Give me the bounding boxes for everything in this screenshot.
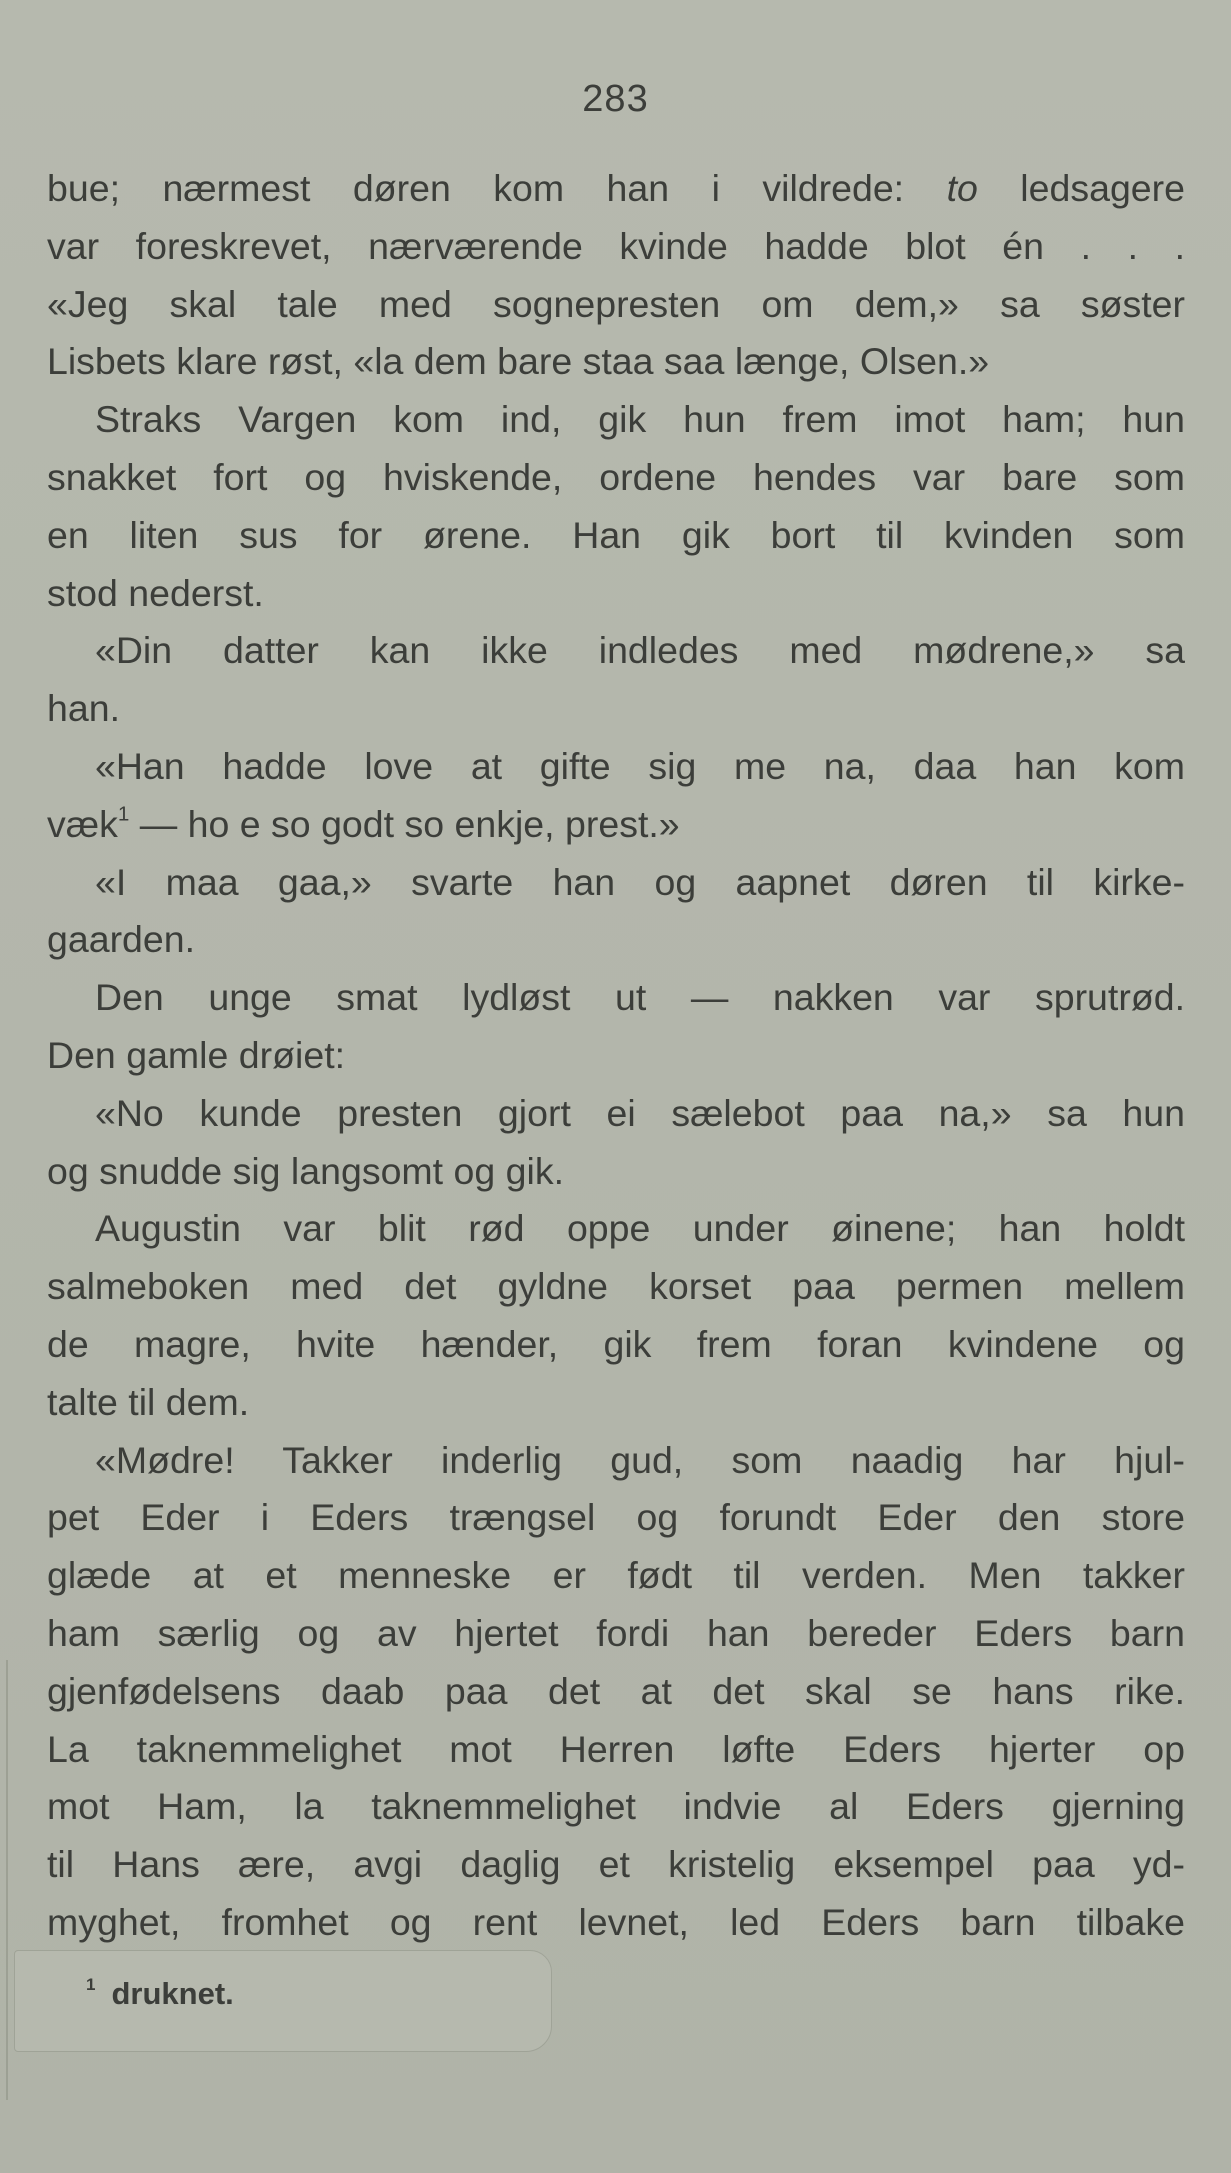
text-line [47,1085,1185,1143]
text-line [47,160,1185,218]
line-text: «Din datter kan ikke indledes med mødrene,» sa [95,629,1185,672]
text-line [47,854,1185,912]
line-text: og snudde sig langsomt og gik. [47,1149,564,1192]
line-text: mot Ham, la taknemmelighet indvie al Eders gjerning [47,1785,1185,1828]
line-text: La taknemmelighet mot Herren løfte Eders hjerter op [47,1727,1185,1770]
page-edge-mark [6,1660,8,2100]
line-text: pet Eder i Eders trængsel og forundt Eder den store [47,1496,1185,1539]
body-text [47,160,1185,1952]
text-line [47,1489,1185,1547]
line-text: «Jeg skal tale med sognepresten om dem,» sa søster [47,282,1185,325]
line-text-continued: ledsagere [977,167,1186,209]
text-line [47,680,1185,738]
line-text: gaarden. [47,918,196,961]
text-line [47,1663,1185,1721]
line-text: snakket fort og hviskende, ordene hendes var bare som [47,455,1185,498]
line-text: «I maa gaa,» svarte han og aapnet døren til kirke- [95,860,1185,903]
line-text: Straks Vargen kom ind, gik hun frem imot ham; hun [95,398,1185,441]
footnote-reference: 1 [117,802,130,826]
text-line [47,565,1185,623]
text-line [47,796,1185,854]
text-line [47,276,1185,334]
line-text: Augustin var blit rød oppe under øinene; han holdt [95,1207,1185,1250]
line-text: var foreskrevet, nærværende kvinde hadde blot én . . . [47,224,1185,267]
line-text: Lisbets klare røst, «la dem bare staa saa længe, Olsen.» [47,340,990,383]
text-line [47,333,1185,391]
footnote-marker: 1 [86,1975,96,1995]
page-number: 283 [582,78,649,120]
text-line [47,1432,1185,1490]
line-text: en liten sus for ørene. Han gik bort til kvinden som [47,513,1185,556]
text-line [47,1200,1185,1258]
line-text: til Hans ære, avgi daglig et kristelig eksempel paa yd- [47,1843,1185,1886]
footnote-text: druknet. [111,1976,234,2011]
line-text: Den unge smat lydløst ut — nakken var sprutrød. [95,976,1185,1019]
text-line [47,1258,1185,1316]
text-line [47,1778,1185,1836]
text-line [47,1374,1185,1432]
text-line [47,1027,1185,1085]
emphasis-text: to [946,167,978,209]
line-text: Den gamle drøiet: [47,1033,346,1076]
text-line [47,1143,1185,1201]
line-text: ham særlig og av hjertet fordi han bereder Eders barn [47,1611,1185,1654]
line-text: gjenfødelsens daab paa det at det skal se hans rike. [47,1669,1185,1712]
text-line [47,1721,1185,1779]
line-text: han. [47,687,120,730]
line-text: bue; nærmest døren kom han i vildrede: [47,167,947,209]
line-text: væk [47,802,118,845]
footnote [86,1976,234,2012]
text-line [47,1547,1185,1605]
text-line [47,1316,1185,1374]
line-text: stod nederst. [47,571,264,614]
line-text: glæde at et menneske er født til verden. Men takker [47,1554,1185,1597]
line-text: de magre, hvite hænder, gik frem foran kvindene og [47,1322,1185,1365]
text-line [47,738,1185,796]
line-text-continued: — ho e so godt so enkje, prest.» [129,802,680,845]
text-line [47,507,1185,565]
line-text: salmeboken med det gyldne korset paa permen mellem [47,1265,1185,1308]
text-line [47,1605,1185,1663]
line-text: «No kunde presten gjort ei sælebot paa na,» sa hun [95,1091,1185,1134]
text-line [47,449,1185,507]
text-line [47,1894,1185,1952]
text-line [47,969,1185,1027]
line-text: talte til dem. [47,1380,250,1423]
text-line [47,391,1185,449]
line-text: «Mødre! Takker inderlig gud, som naadig har hjul- [95,1438,1185,1481]
line-text: «Han hadde love at gifte sig me na, daa han kom [95,744,1185,787]
text-line [47,218,1185,276]
text-line [47,1836,1185,1894]
text-line [47,911,1185,969]
text-line [47,622,1185,680]
line-text: myghet, fromhet og rent levnet, led Eders barn tilbake [47,1900,1185,1943]
